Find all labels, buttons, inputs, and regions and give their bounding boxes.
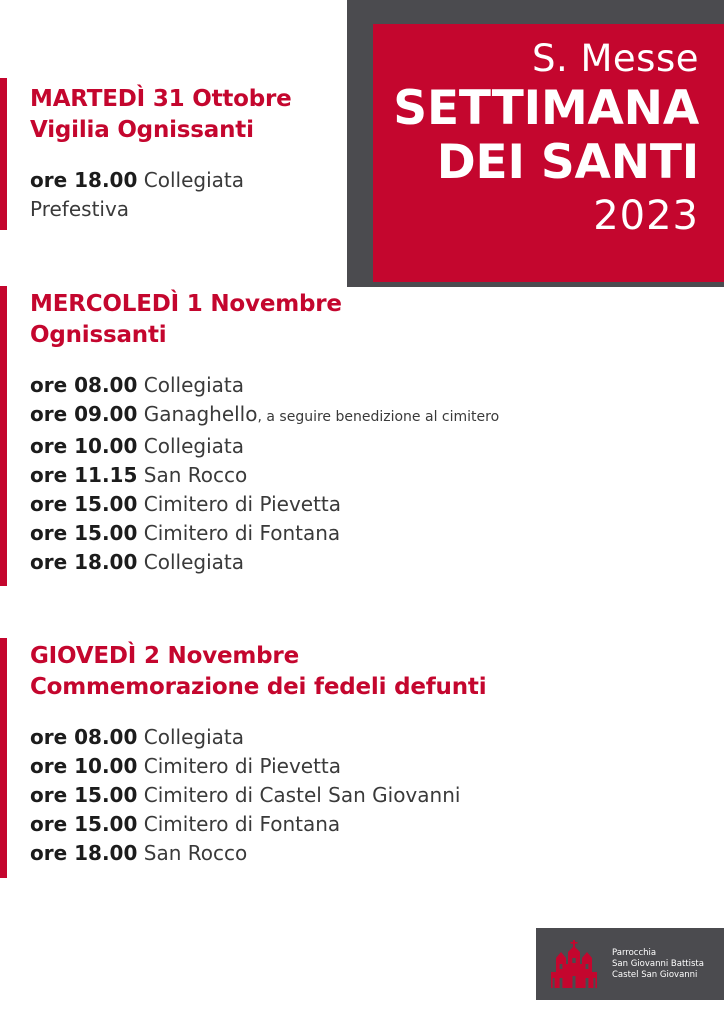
footer-line-3: Castel San Giovanni <box>612 969 698 980</box>
time-hour: ore 15.00 <box>30 783 138 807</box>
day-section-1 <box>30 84 690 224</box>
time-row <box>30 490 690 519</box>
times-list-1 <box>30 166 690 224</box>
section-extra-note-1: Prefestiva <box>30 197 130 221</box>
time-hour: ore 18.00 <box>30 841 138 865</box>
time-row <box>30 723 690 752</box>
footer-line-2: San Giovanni Battista <box>612 958 704 969</box>
time-row <box>30 400 690 432</box>
time-hour: ore 11.15 <box>30 463 138 487</box>
time-note: , a seguire benedizione al cimitero <box>257 409 500 425</box>
time-row <box>30 752 690 781</box>
footer-logo-block <box>536 928 724 1000</box>
time-row <box>30 810 690 839</box>
time-place: Collegiata <box>143 725 244 749</box>
time-row <box>30 166 690 195</box>
time-place: San Rocco <box>143 463 248 487</box>
time-place: Cimitero di Castel San Giovanni <box>143 783 461 807</box>
time-row <box>30 371 690 400</box>
time-place: Ganaghello <box>143 402 258 426</box>
time-place: San Rocco <box>143 841 248 865</box>
time-row <box>30 519 690 548</box>
time-place: Collegiata <box>143 168 244 192</box>
church-icon <box>548 938 602 990</box>
day-title-1: MARTEDÌ 31 Ottobre <box>30 86 292 112</box>
time-row <box>30 548 690 577</box>
day-title-2: MERCOLEDÌ 1 Novembre <box>30 291 342 317</box>
time-hour: ore 18.00 <box>30 550 138 574</box>
day-subtitle-2: Ognissanti <box>30 322 167 348</box>
section-rail-1 <box>0 78 7 230</box>
time-hour: ore 09.00 <box>30 402 138 426</box>
time-hour: ore 18.00 <box>30 168 138 192</box>
time-hour: ore 15.00 <box>30 492 138 516</box>
time-place: Cimitero di Fontana <box>143 812 341 836</box>
time-place: Collegiata <box>143 373 244 397</box>
time-hour: ore 08.00 <box>30 725 138 749</box>
time-hour: ore 15.00 <box>30 812 138 836</box>
time-hour: ore 10.00 <box>30 754 138 778</box>
time-place: Cimitero di Pievetta <box>143 492 342 516</box>
time-hour: ore 08.00 <box>30 373 138 397</box>
footer-text-block <box>612 948 704 981</box>
section-rail-2 <box>0 286 7 586</box>
day-title-3: GIOVEDÌ 2 Novembre <box>30 643 299 669</box>
header-line-2: SETTIMANA <box>393 81 699 136</box>
header-line-1: S. Messe <box>531 37 699 80</box>
time-hour: ore 10.00 <box>30 434 138 458</box>
time-row <box>30 781 690 810</box>
section-rail-3 <box>0 638 7 878</box>
day-section-2 <box>30 289 690 577</box>
time-place: Collegiata <box>143 434 244 458</box>
time-row <box>30 461 690 490</box>
times-list-2 <box>30 371 690 577</box>
header-line-3: DEI SANTI <box>436 135 699 190</box>
time-row <box>30 432 690 461</box>
header-line-4: 2023 <box>593 193 699 239</box>
day-subtitle-1: Vigilia Ognissanti <box>30 117 254 143</box>
footer-line-1: Parrocchia <box>612 947 657 958</box>
day-subtitle-3: Commemorazione dei fedeli defunti <box>30 674 487 700</box>
day-section-3 <box>30 641 690 868</box>
times-list-3 <box>30 723 690 868</box>
time-hour: ore 15.00 <box>30 521 138 545</box>
time-row <box>30 839 690 868</box>
time-place: Cimitero di Fontana <box>143 521 341 545</box>
time-place: Collegiata <box>143 550 244 574</box>
time-place: Cimitero di Pievetta <box>143 754 342 778</box>
